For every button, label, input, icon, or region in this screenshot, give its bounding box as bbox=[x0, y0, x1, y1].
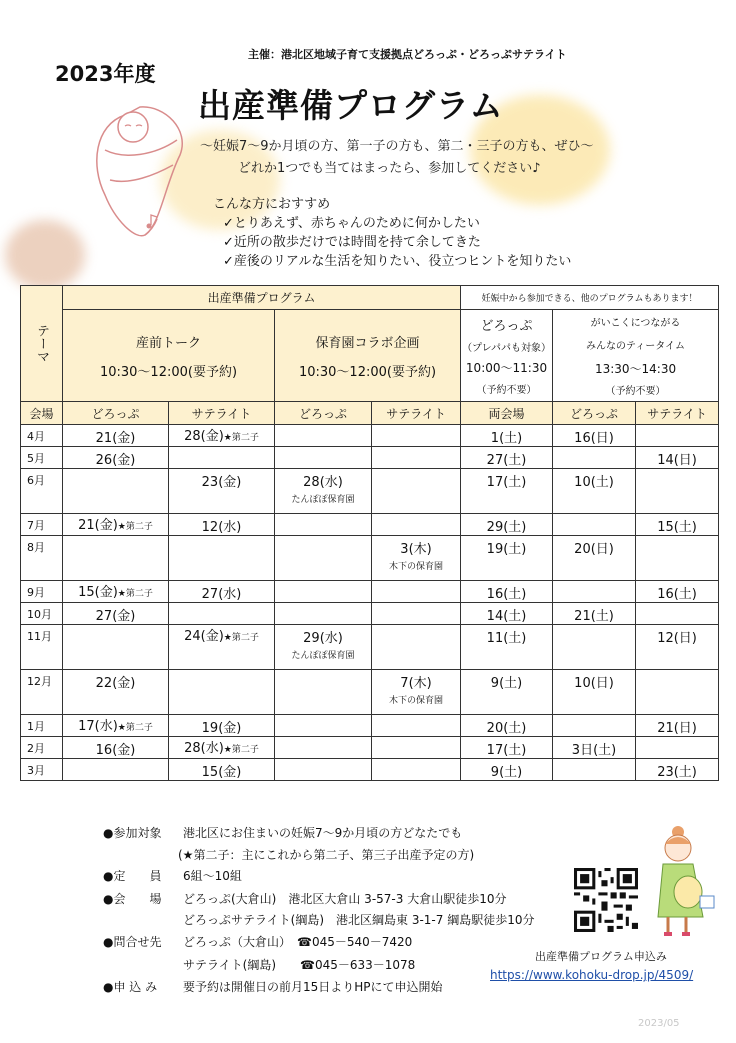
target-label: ●参加対象 bbox=[103, 826, 162, 840]
date-value: 21(金) bbox=[78, 518, 118, 533]
venue-header: サテライト bbox=[169, 402, 275, 425]
date-value: 15(金) bbox=[78, 585, 118, 600]
month-cell: 5月 bbox=[21, 447, 63, 469]
date-cell bbox=[553, 625, 636, 670]
table-row bbox=[21, 447, 719, 469]
date-value: 15(金) bbox=[201, 765, 242, 780]
month-cell: 12月 bbox=[21, 670, 63, 715]
program-name2: みんなのティータイム bbox=[586, 341, 686, 352]
date-value bbox=[275, 425, 371, 427]
table-row bbox=[21, 425, 719, 447]
date-cell bbox=[169, 625, 275, 670]
month-cell: 11月 bbox=[21, 625, 63, 670]
date-value: 19(土) bbox=[486, 542, 527, 557]
date-cell bbox=[461, 514, 553, 536]
date-value: 27(金) bbox=[95, 609, 136, 624]
date-cell bbox=[553, 759, 636, 781]
date-cell bbox=[553, 536, 636, 581]
subtitle-line2: どれか1つでも当てはまったら、参加してください♪ bbox=[238, 161, 541, 176]
date-cell bbox=[63, 447, 169, 469]
date-cell bbox=[169, 447, 275, 469]
date-value bbox=[372, 603, 460, 605]
date-value bbox=[372, 447, 460, 449]
date-cell bbox=[461, 425, 553, 447]
date-cell bbox=[553, 581, 636, 603]
date-cell bbox=[63, 514, 169, 536]
date-value bbox=[372, 715, 460, 717]
date-value bbox=[275, 737, 371, 739]
date-cell bbox=[275, 670, 372, 715]
date-value: 10(日) bbox=[574, 676, 614, 691]
date-value bbox=[169, 670, 274, 672]
month-cell: 3月 bbox=[21, 759, 63, 781]
fiscal-year: 2023年度 bbox=[55, 62, 156, 86]
date-cell bbox=[169, 425, 275, 447]
swaddled-baby-illustration bbox=[85, 95, 195, 245]
date-value: 17(土) bbox=[486, 475, 527, 490]
target-note: (★第二子：主にこれから第二子、第三子出産予定の方) bbox=[178, 848, 475, 862]
date-cell bbox=[553, 715, 636, 737]
date-value bbox=[372, 425, 460, 427]
date-cell bbox=[636, 625, 719, 670]
date-cell bbox=[275, 715, 372, 737]
second-child-mark: ★第二子 bbox=[223, 433, 259, 443]
date-value: 11(土) bbox=[486, 631, 527, 646]
date-cell bbox=[169, 514, 275, 536]
date-value bbox=[275, 670, 371, 672]
date-value: 15(土) bbox=[657, 520, 697, 535]
date-cell bbox=[636, 536, 719, 581]
date-cell bbox=[461, 469, 553, 514]
theme-label: テーマ bbox=[21, 286, 63, 402]
date-cell bbox=[372, 670, 461, 715]
recommend-item: ✓とりあえず、赤ちゃんのために何かしたい bbox=[223, 216, 480, 231]
date-value bbox=[553, 759, 635, 761]
date-cell bbox=[372, 737, 461, 759]
organizer: 主催：港北区地域子育て支援拠点どろっぷ・どろっぷサテライト bbox=[248, 48, 567, 61]
date-cell bbox=[372, 469, 461, 514]
date-cell bbox=[461, 759, 553, 781]
date-cell bbox=[461, 603, 553, 625]
date-value bbox=[372, 514, 460, 516]
venue-line2: どろっぷサテライト(綱島) 港北区綱島東 3-1-7 綱島駅徒歩10分 bbox=[183, 913, 535, 927]
date-value bbox=[636, 425, 718, 427]
venue-label: 会場 bbox=[21, 402, 63, 425]
date-cell bbox=[372, 715, 461, 737]
date-value: 1(土) bbox=[490, 431, 523, 446]
date-value: 28(金) bbox=[184, 429, 224, 444]
date-value: 24(金) bbox=[184, 629, 224, 644]
date-cell bbox=[372, 603, 461, 625]
date-value: 29(水) bbox=[303, 631, 343, 646]
date-cell bbox=[63, 425, 169, 447]
date-value bbox=[169, 447, 274, 449]
date-value bbox=[372, 625, 460, 627]
venue-note: たんぽぽ保育園 bbox=[291, 495, 355, 505]
date-value bbox=[63, 469, 168, 471]
date-value: 21(土) bbox=[574, 609, 614, 624]
venue-header: どろっぷ bbox=[553, 402, 636, 425]
recommend-item: ✓産後のリアルな生活を知りたい、役立つヒントを知りたい bbox=[223, 254, 572, 269]
date-value: 7(木) bbox=[400, 676, 432, 691]
date-value: 9(土) bbox=[490, 676, 523, 691]
table-row bbox=[21, 536, 719, 581]
date-value bbox=[63, 625, 168, 627]
month-cell: 2月 bbox=[21, 737, 63, 759]
date-value: 20(日) bbox=[574, 542, 614, 557]
date-value bbox=[275, 447, 371, 449]
date-value bbox=[372, 581, 460, 583]
date-value: 23(土) bbox=[657, 765, 697, 780]
date-cell bbox=[63, 737, 169, 759]
date-value bbox=[553, 625, 635, 627]
date-value bbox=[169, 536, 274, 538]
date-cell bbox=[461, 581, 553, 603]
second-child-mark: ★第二子 bbox=[223, 633, 259, 643]
date-cell bbox=[636, 469, 719, 514]
date-value: 10(土) bbox=[574, 475, 614, 490]
date-cell bbox=[275, 536, 372, 581]
venue-header: サテライト bbox=[636, 402, 719, 425]
venue-note: 木下の保育園 bbox=[389, 562, 444, 572]
schedule-table bbox=[20, 285, 719, 781]
program-drop bbox=[461, 310, 553, 402]
date-cell bbox=[553, 469, 636, 514]
second-child-mark: ★第二子 bbox=[117, 522, 153, 532]
date-value: 23(金) bbox=[201, 475, 242, 490]
date-cell bbox=[553, 737, 636, 759]
date-cell bbox=[169, 603, 275, 625]
date-cell bbox=[169, 581, 275, 603]
program-reservation: （予約不要） bbox=[476, 385, 537, 396]
date-value: 22(金) bbox=[95, 676, 136, 691]
date-value bbox=[636, 469, 718, 471]
date-value: 21(金) bbox=[95, 431, 136, 446]
venue-header: どろっぷ bbox=[63, 402, 169, 425]
date-cell bbox=[636, 759, 719, 781]
date-value: 16(日) bbox=[574, 431, 614, 446]
date-value bbox=[275, 759, 371, 761]
date-cell bbox=[461, 625, 553, 670]
table-row bbox=[21, 737, 719, 759]
date-cell bbox=[275, 759, 372, 781]
date-value bbox=[275, 581, 371, 583]
date-value bbox=[275, 715, 371, 717]
date-cell bbox=[372, 514, 461, 536]
recommend-heading: こんな方におすすめ bbox=[213, 197, 331, 212]
date-cell bbox=[372, 447, 461, 469]
date-cell bbox=[636, 581, 719, 603]
date-cell bbox=[169, 670, 275, 715]
date-value: 17(水) bbox=[78, 719, 118, 734]
table-row bbox=[21, 581, 719, 603]
program-name: 産前トーク bbox=[135, 335, 201, 351]
date-cell bbox=[63, 625, 169, 670]
month-cell: 1月 bbox=[21, 715, 63, 737]
date-cell bbox=[275, 447, 372, 469]
date-value: 14(土) bbox=[486, 609, 527, 624]
date-cell bbox=[553, 670, 636, 715]
date-value: 3日(土) bbox=[571, 743, 617, 758]
venue-header: どろっぷ bbox=[275, 402, 372, 425]
date-cell bbox=[461, 737, 553, 759]
date-value: 20(土) bbox=[486, 721, 527, 736]
date-value: 16(土) bbox=[486, 587, 527, 602]
date-cell bbox=[636, 447, 719, 469]
date-value: 3(木) bbox=[400, 542, 432, 557]
date-value: 28(水) bbox=[303, 475, 343, 490]
date-value bbox=[372, 759, 460, 761]
date-value bbox=[275, 603, 371, 605]
program-time: 10:30～12:00(要予約) bbox=[99, 364, 238, 380]
date-cell bbox=[372, 536, 461, 581]
date-value bbox=[636, 603, 718, 605]
date-cell bbox=[63, 536, 169, 581]
date-value bbox=[553, 447, 635, 449]
second-child-mark: ★第二子 bbox=[117, 723, 153, 733]
issue-date: 2023/05 bbox=[638, 1018, 680, 1029]
qr-caption: 出産準備プログラム申込み bbox=[535, 950, 667, 963]
date-value: 29(土) bbox=[486, 520, 527, 535]
month-cell: 4月 bbox=[21, 425, 63, 447]
date-cell bbox=[461, 670, 553, 715]
subtitle-line1: ～妊娠7～9か月頃の方、第一子の方も、第二・三子の方も、ぜひ～ bbox=[200, 139, 594, 154]
date-value: 27(水) bbox=[201, 587, 242, 602]
date-cell bbox=[275, 737, 372, 759]
date-cell bbox=[275, 425, 372, 447]
contact-label: ●問合せ先 bbox=[103, 935, 162, 949]
table-row bbox=[21, 625, 719, 670]
table-row bbox=[21, 603, 719, 625]
contact-line2: サテライト(綱島) ☎045－633－1078 bbox=[183, 958, 416, 972]
venue-note: たんぽぽ保育園 bbox=[291, 651, 355, 661]
date-cell bbox=[169, 715, 275, 737]
date-cell bbox=[63, 581, 169, 603]
date-cell bbox=[275, 581, 372, 603]
date-value: 19(金) bbox=[201, 721, 242, 736]
date-cell bbox=[63, 670, 169, 715]
date-cell bbox=[63, 603, 169, 625]
capacity-value: 6組～10組 bbox=[183, 869, 242, 883]
date-cell bbox=[553, 603, 636, 625]
date-value: 26(金) bbox=[95, 453, 136, 468]
date-cell bbox=[636, 737, 719, 759]
date-cell bbox=[372, 625, 461, 670]
program-reservation: （予約不要） bbox=[605, 386, 666, 397]
table-row bbox=[21, 469, 719, 514]
program-tea-time bbox=[553, 310, 719, 402]
program-sanzen-talk bbox=[63, 310, 275, 402]
date-value: 21(日) bbox=[657, 721, 697, 736]
date-value: 27(土) bbox=[486, 453, 527, 468]
date-cell bbox=[636, 425, 719, 447]
month-cell: 6月 bbox=[21, 469, 63, 514]
venue-header: 両会場 bbox=[461, 402, 553, 425]
date-cell bbox=[275, 603, 372, 625]
date-value: 16(金) bbox=[95, 743, 136, 758]
date-cell bbox=[461, 536, 553, 581]
date-cell bbox=[461, 447, 553, 469]
date-value bbox=[553, 581, 635, 583]
date-cell bbox=[461, 715, 553, 737]
date-cell bbox=[169, 759, 275, 781]
date-value bbox=[372, 737, 460, 739]
qr-code-icon[interactable] bbox=[574, 868, 638, 932]
table-row bbox=[21, 715, 719, 737]
date-cell bbox=[169, 536, 275, 581]
program-note: （プレパパも対象） bbox=[462, 343, 551, 354]
month-cell: 8月 bbox=[21, 536, 63, 581]
date-value: 12(水) bbox=[201, 520, 242, 535]
apply-info-value: 要予約は開催日の前月15日よりHPにて申込開始 bbox=[183, 980, 443, 994]
program-time: 10:30～12:00(要予約) bbox=[298, 364, 437, 380]
date-cell bbox=[169, 469, 275, 514]
date-cell bbox=[275, 625, 372, 670]
date-cell bbox=[275, 514, 372, 536]
program-name: どろっぷ bbox=[480, 319, 533, 334]
date-value bbox=[553, 715, 635, 717]
date-value bbox=[553, 514, 635, 516]
apply-link[interactable]: https://www.kohoku-drop.jp/4509/ bbox=[490, 968, 694, 982]
date-value: 16(土) bbox=[657, 587, 697, 602]
date-value bbox=[636, 670, 718, 672]
date-value: 17(土) bbox=[486, 743, 527, 758]
month-cell: 7月 bbox=[21, 514, 63, 536]
month-cell: 10月 bbox=[21, 603, 63, 625]
contact-line1: どろっぷ（大倉山） ☎045－540－7420 bbox=[183, 935, 413, 949]
date-value: 28(水) bbox=[184, 741, 224, 756]
table-row bbox=[21, 759, 719, 781]
date-cell bbox=[63, 715, 169, 737]
date-value: 14(日) bbox=[657, 453, 697, 468]
date-cell bbox=[169, 737, 275, 759]
date-value bbox=[275, 536, 371, 538]
date-cell bbox=[275, 469, 372, 514]
group-other-header: 妊娠中から参加できる、他のプログラムもあります！ bbox=[461, 286, 719, 310]
program-time: 10:00～11:30 bbox=[465, 361, 548, 375]
program-hoikuen-collab bbox=[275, 310, 461, 402]
date-cell bbox=[636, 670, 719, 715]
date-cell bbox=[63, 759, 169, 781]
table-row bbox=[21, 514, 719, 536]
date-value bbox=[372, 469, 460, 471]
date-value bbox=[636, 737, 718, 739]
program-name: 保育園コラボ企画 bbox=[315, 335, 420, 351]
date-cell bbox=[636, 715, 719, 737]
date-value bbox=[636, 536, 718, 538]
date-cell bbox=[553, 514, 636, 536]
venue-info-label: ●会 場 bbox=[103, 892, 162, 906]
date-cell bbox=[636, 603, 719, 625]
group-main-header: 出産準備プログラム bbox=[63, 286, 461, 310]
date-value bbox=[275, 514, 371, 516]
date-value: 9(土) bbox=[490, 765, 523, 780]
recommend-item: ✓近所の散歩だけでは時間を持て余してきた bbox=[223, 235, 481, 250]
date-cell bbox=[372, 759, 461, 781]
date-cell bbox=[553, 425, 636, 447]
venue-line1: どろっぷ(大倉山) 港北区大倉山 3-57-3 大倉山駅徒歩10分 bbox=[183, 892, 507, 906]
page-title: 出産準備プログラム bbox=[198, 86, 504, 125]
date-cell bbox=[636, 514, 719, 536]
second-child-mark: ★第二子 bbox=[117, 589, 153, 599]
date-value: 12(日) bbox=[657, 631, 697, 646]
date-cell bbox=[372, 425, 461, 447]
target-value: 港北区にお住まいの妊娠7～9か月頃の方どなたでも bbox=[183, 826, 463, 840]
date-cell bbox=[553, 447, 636, 469]
month-cell: 9月 bbox=[21, 581, 63, 603]
date-cell bbox=[63, 469, 169, 514]
apply-info-label: ●申 込 み bbox=[103, 980, 158, 994]
date-value bbox=[169, 603, 274, 605]
second-child-mark: ★第二子 bbox=[223, 745, 259, 755]
date-value bbox=[63, 759, 168, 761]
venue-header: サテライト bbox=[372, 402, 461, 425]
pregnant-woman-illustration bbox=[648, 822, 720, 940]
venue-note: 木下の保育園 bbox=[389, 696, 444, 706]
program-time: 13:30～14:30 bbox=[594, 362, 677, 376]
program-name: がいこくにつながる bbox=[590, 318, 681, 329]
table-row bbox=[21, 670, 719, 715]
capacity-label: ●定 員 bbox=[103, 869, 162, 883]
date-cell bbox=[372, 581, 461, 603]
decorative-blob bbox=[5, 220, 85, 290]
date-value bbox=[63, 536, 168, 538]
